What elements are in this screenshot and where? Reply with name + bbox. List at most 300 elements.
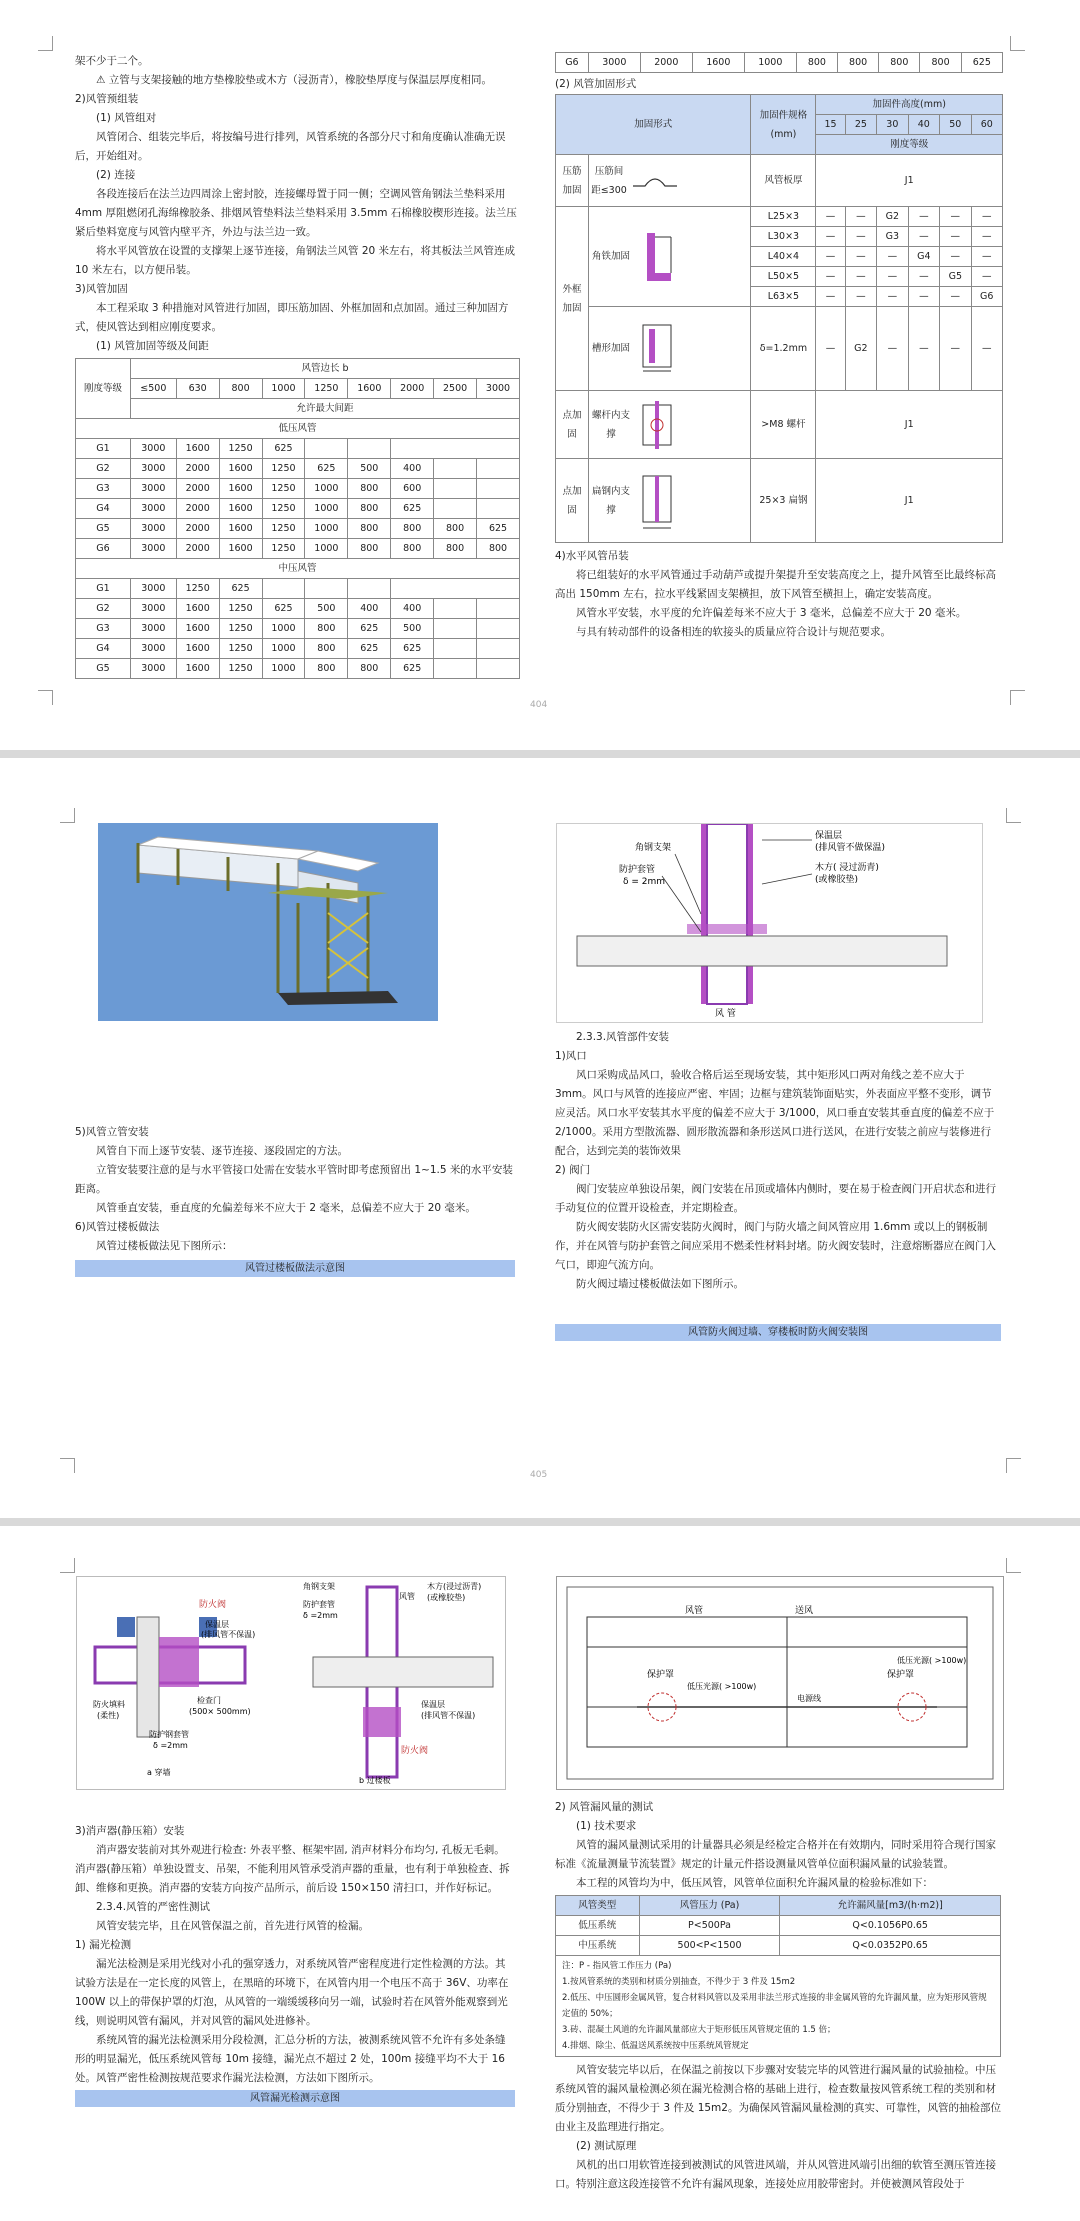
table-row <box>76 539 520 559</box>
label-wood2: (或橡胶垫) <box>815 875 859 885</box>
table-cell: 500 <box>391 619 434 639</box>
table-row <box>76 599 520 619</box>
note: 1.按风管系统的类别和材质分别抽查，不得少于 3 件及 15m2 <box>562 1977 796 1987</box>
table-header: 加固件规格 (mm) <box>751 95 816 155</box>
table-cell: 625 <box>391 639 434 659</box>
table-cell: Q<0.0352P0.65 <box>780 1936 1001 1956</box>
table-cell: 1600 <box>176 639 219 659</box>
table-cell: 1250 <box>219 619 262 639</box>
section-heading: 2)风管预组装 <box>75 93 139 105</box>
duct-3d-render <box>98 823 438 1021</box>
table-cell: G2 <box>845 307 876 391</box>
table-cell: — <box>845 207 876 227</box>
section-heading: 1)风口 <box>555 1050 587 1062</box>
table-cell: G4 <box>76 499 131 519</box>
page-number: 405 <box>530 1470 548 1480</box>
section-heading: 6)风管过楼板做法 <box>75 1221 160 1233</box>
table-header: 800 <box>219 379 262 399</box>
crop-mark <box>1010 690 1025 705</box>
table-cell: G5 <box>76 659 131 679</box>
paragraph: 与具有转动部件的设备相连的软接头的质量应符合设计与规范要求。 <box>576 626 891 638</box>
paragraph: 风管的漏风量测试采用的计量器具必须是经检定合格并在有效期内，同时采用符合现行国家标准《流量测量节流装置》规定的计量元件搭设测量风管单位面积漏风量的试验装置。 <box>555 1839 996 1870</box>
crop-mark <box>1006 1458 1021 1473</box>
rib-icon <box>631 170 679 192</box>
sub-heading: (1) 风管加固等级及间距 <box>96 340 209 352</box>
table-cell: 1600 <box>219 499 262 519</box>
figure-caption-band: 风管防火阀过墙、穿楼板时防火阀安装图 <box>555 1324 1001 1341</box>
fire-damper-diagram <box>77 1577 505 1789</box>
table-cell: 1000 <box>305 479 348 499</box>
channel-diagram <box>633 319 681 379</box>
table-cell: — <box>816 307 845 391</box>
table-cell: 1600 <box>176 599 219 619</box>
page-406 <box>0 1526 1080 2221</box>
table-cell: G1 <box>76 439 131 459</box>
label-fill: 防火填料 <box>93 1700 125 1709</box>
leak-table <box>555 1895 1001 2057</box>
table-cell: J1 <box>816 459 1003 543</box>
table-body-mid <box>76 579 520 679</box>
label-check: 检查门 <box>197 1696 221 1705</box>
table-cell <box>434 459 477 479</box>
table-title: (2) 风管加固形式 <box>555 78 637 90</box>
floor-penetration-diagram <box>557 824 982 1022</box>
table-cell: — <box>971 247 1002 267</box>
crop-mark <box>38 36 53 51</box>
table-cell: 低压系统 <box>556 1916 640 1936</box>
crop-mark <box>1006 808 1021 823</box>
table-cell: G2 <box>76 459 131 479</box>
table-cell: 中压系统 <box>556 1936 640 1956</box>
table-cell: 1000 <box>744 53 796 73</box>
table-header: 风管边长 b <box>131 359 520 379</box>
table-header: 允许漏风量[m3/(h·m2)] <box>780 1896 1001 1916</box>
table-cell: — <box>908 267 939 287</box>
table-cell: 625 <box>305 459 348 479</box>
label-lamp2: 低压光源( >100w) <box>897 1656 967 1665</box>
table-cell: 800 <box>796 53 837 73</box>
table-section: 中压风管 <box>76 559 520 579</box>
paragraph: 架不少于二个。 <box>75 55 149 67</box>
section-heading: 1) 漏光检测 <box>75 1939 132 1951</box>
table-header: 允许最大间距 <box>131 399 520 419</box>
table-cell <box>391 579 520 599</box>
table-header: 加固件高度(mm) <box>816 95 1003 115</box>
table-cell: — <box>908 307 939 391</box>
table-header: 60 <box>971 115 1002 135</box>
table-cell: L50×5 <box>751 267 816 287</box>
table-cell: 1600 <box>219 459 262 479</box>
light-leak-figure <box>556 1576 1004 1790</box>
table-cell: 1600 <box>219 519 262 539</box>
table-cell: — <box>816 267 845 287</box>
label-support: 角钢支架 <box>303 1582 335 1591</box>
table-cell: 800 <box>305 659 348 679</box>
table-cell: 800 <box>305 619 348 639</box>
table-cell: 2000 <box>176 499 219 519</box>
table-cell: 1000 <box>305 519 348 539</box>
table-cell: Q<0.1056P0.65 <box>780 1916 1001 1936</box>
crop-mark <box>1006 1558 1021 1573</box>
table-cell: 螺杆内支撑 <box>589 391 751 459</box>
table-cell <box>434 599 477 619</box>
table-row <box>556 53 1003 73</box>
table-cell: G3 <box>76 619 131 639</box>
table-cell: G6 <box>556 53 589 73</box>
table-cell: 625 <box>219 579 262 599</box>
note: 注：P - 指风管工作压力 (Pa) <box>562 1961 672 1971</box>
table-cell: 800 <box>391 539 434 559</box>
table-cell <box>477 499 520 519</box>
note: 4.排烟、除尘、低温送风系统按中压系统风管规定 <box>562 2041 749 2051</box>
table-cell: 1250 <box>262 539 305 559</box>
table-header: 1000 <box>262 379 305 399</box>
paragraph: 风管垂直安装，垂直度的允偏差每米不应大于 2 毫米，总偏差不应大于 20 毫米。 <box>96 1202 476 1214</box>
table-cell: 外框加固 <box>556 207 589 391</box>
table-cell: 3000 <box>131 659 177 679</box>
table-cell: 500<P<1500 <box>639 1936 780 1956</box>
table-cell <box>477 659 520 679</box>
table-cell: 1250 <box>262 459 305 479</box>
paragraph: 风管自下而上逐节安装、逐节连接、逐段固定的方法。 <box>96 1145 348 1157</box>
table-cell: G1 <box>76 579 131 599</box>
table-cell: — <box>845 267 876 287</box>
table-cell: G5 <box>940 267 971 287</box>
table-cell: P<500Pa <box>639 1916 780 1936</box>
table-header: 15 <box>816 115 845 135</box>
sub-heading: (1) 技术要求 <box>576 1820 637 1832</box>
table-cell: — <box>940 307 971 391</box>
label-support: 角钢支架 <box>635 843 672 853</box>
table-cell: 1000 <box>262 659 305 679</box>
table-cell: 400 <box>391 599 434 619</box>
label-outlet: 送风 <box>795 1606 814 1616</box>
section-heading: 5)风管立管安装 <box>75 1126 149 1138</box>
paragraph: ⚠ 立管与支架接触的地方垫橡胶垫或木方（浸沥青），橡胶垫厚度与保温层厚度相同。 <box>96 74 492 86</box>
table-row <box>76 659 520 679</box>
label-fill2: (柔性) <box>97 1711 120 1720</box>
table-cell: 压筋间距≤300 <box>589 155 751 207</box>
table-header: 刚度等级 <box>76 359 131 419</box>
label-duct: 风管 <box>399 1592 415 1601</box>
label-delta: δ =2mm <box>153 1741 188 1750</box>
table-header: 40 <box>908 115 939 135</box>
paragraph: 阀门安装应单独设吊架，阀门安装在吊顶或墙体内侧时，要在易于检查阀门开启状态和进行手动复位的位置开设检查，并定期检查。 <box>555 1183 996 1214</box>
table-cell <box>477 459 520 479</box>
table-cell <box>477 599 520 619</box>
table-cell: 槽形加固 <box>589 307 751 391</box>
table-cell: 3000 <box>131 459 177 479</box>
label-insul3: 保温层 <box>421 1700 445 1709</box>
table-cell: L40×4 <box>751 247 816 267</box>
label-wire: 电源线 <box>797 1694 821 1703</box>
table-cell: G3 <box>877 227 908 247</box>
table-cell <box>477 619 520 639</box>
sub-heading: (1) 风管组对 <box>96 112 157 124</box>
table-cell: 1000 <box>262 639 305 659</box>
table-cell: 625 <box>391 659 434 679</box>
table-cell: — <box>816 287 845 307</box>
table-section: 低压风管 <box>76 419 520 439</box>
page-404 <box>0 0 1080 750</box>
table-cell <box>262 579 305 599</box>
table-cell: L63×5 <box>751 287 816 307</box>
right-column <box>555 1028 1001 1341</box>
table-cell: — <box>908 227 939 247</box>
table-cell: 800 <box>879 53 920 73</box>
table-cell: 2000 <box>176 479 219 499</box>
table-cell: 1600 <box>176 619 219 639</box>
table-cell: J1 <box>816 155 1003 207</box>
label-duct: 风 管 <box>715 1009 736 1019</box>
paragraph: 风管过楼板做法见下图所示： <box>96 1240 233 1252</box>
crop-mark <box>38 690 53 705</box>
label-cover2: 保护罩 <box>887 1670 915 1680</box>
section-heading: 3)风管加固 <box>75 283 128 295</box>
table-cell <box>434 619 477 639</box>
table-row <box>556 1936 1001 1956</box>
paragraph: 漏光法检测是采用光线对小孔的强穿透力，对系统风管严密程度进行定性检测的方法。其试验方法是在一定长度的风管上，在黑暗的环境下，在风管内用一个电压不高于 36V、功率在 100W 以上的带保护罩的灯泡，从风管的一端缓缓移向另一端，试验时若在风管外能观察到光线，则说明风管有漏风，并对风管的漏风处进修补。 <box>75 1958 509 2027</box>
table-cell: 3000 <box>131 539 177 559</box>
table-cell: 500 <box>348 459 391 479</box>
table-cell: 800 <box>348 519 391 539</box>
table-cell: G6 <box>76 539 131 559</box>
figure-caption-band: 风管过楼板做法示意图 <box>75 1260 515 1277</box>
table-cell: G4 <box>76 639 131 659</box>
table-cell: 1250 <box>176 579 219 599</box>
table-cell: 600 <box>391 479 434 499</box>
angle-iron-diagram <box>633 227 681 287</box>
table-header: 50 <box>940 115 971 135</box>
sub-heading: (2) 连接 <box>96 169 136 181</box>
paragraph: 风口采购成品风口，验收合格后运至现场安装，其中矩形风口两对角线之差不应大于 3mm。风口与风管的连接应严密、牢固；边框与建筑装饰面贴实，外表面应平整不变形，调节应灵活。风口水平安装其水平度的偏差不应大于 3/1000，风口垂直安装其垂直度的偏差不应于 2/1000。采用方型散流器、圆形散流器和条形送风口进行送风，在进行安装之前应与装修进行配合，达到完美的装饰效果 <box>555 1069 995 1157</box>
section-heading: 2.3.3.风管部件安装 <box>576 1031 670 1043</box>
table-cell: 2000 <box>640 53 692 73</box>
section-heading: 3)消声器(静压箱）安装 <box>75 1825 185 1837</box>
table-cell: 2000 <box>176 539 219 559</box>
table-cell: 3000 <box>131 439 177 459</box>
crop-mark <box>60 1458 75 1473</box>
table-cell: 400 <box>348 599 391 619</box>
table-continuation <box>555 52 1003 73</box>
table-row <box>76 479 520 499</box>
table-cell: 1250 <box>262 499 305 519</box>
table-cell: — <box>940 207 971 227</box>
table-cell <box>434 639 477 659</box>
table-cell: 1600 <box>176 659 219 679</box>
paragraph: 风机的出口用软管连接到被测试的风管进风端，并从风管进风端引出细的软管至测压管连接口。特别注意这段连接管不允许有漏风现象，连接处应用胶带密封。并使被测风管段处于 <box>555 2159 996 2190</box>
crop-mark <box>1010 36 1025 51</box>
table-cell: 1600 <box>176 439 219 459</box>
figure-caption-band: 风管漏光检测示意图 <box>75 2090 515 2107</box>
table-cell: 3000 <box>588 53 640 73</box>
table-cell: — <box>845 247 876 267</box>
floor-penetration-figure <box>556 823 983 1023</box>
table-cell: 1000 <box>305 499 348 519</box>
label-delta: δ = 2mm <box>623 877 666 887</box>
table-row <box>76 439 520 459</box>
label-insul2: (排风管不保温) <box>201 1630 256 1639</box>
table-cell: G2 <box>76 599 131 619</box>
paragraph: 风管闭合、组装完毕后，将按编号进行排列，风管系统的各部分尺寸和角度确认准确无误后，开始组对。 <box>75 131 506 162</box>
table-cell: G4 <box>908 247 939 267</box>
table-cell: — <box>816 247 845 267</box>
table-cell: — <box>816 227 845 247</box>
table-cell: >M8 螺杆 <box>751 391 816 459</box>
table-cell: — <box>908 287 939 307</box>
table-cell: 3000 <box>131 639 177 659</box>
table-header: 风管类型 <box>556 1896 640 1916</box>
table-body-low <box>76 439 520 559</box>
table-cell: 800 <box>348 659 391 679</box>
table-cell: 800 <box>920 53 961 73</box>
table-cell: — <box>845 287 876 307</box>
table-cell: — <box>971 227 1002 247</box>
table-cell: 800 <box>348 479 391 499</box>
label-insul2: (排风管不做保温) <box>815 843 886 853</box>
table-cell: 625 <box>477 519 520 539</box>
table-cell: — <box>877 247 908 267</box>
table-header: 风管压力 (Pa) <box>639 1896 780 1916</box>
table-cell: 500 <box>305 599 348 619</box>
table-row <box>76 519 520 539</box>
table-header: 刚度等级 <box>816 135 1003 155</box>
paragraph: 将水平风管放在设置的支撑架上逐节连接，角钢法兰风管 20 米左右，将其板法兰风管连成 10 米左右，以方便吊装。 <box>75 245 516 276</box>
table-cell: 1250 <box>219 439 262 459</box>
table-cell: 25×3 扁钢 <box>751 459 816 543</box>
left-column <box>75 1123 515 1277</box>
table-row <box>76 579 520 599</box>
table-cell: 1250 <box>219 639 262 659</box>
paragraph: 风管水平安装，水平度的允许偏差每米不应大于 3 毫米，总偏差不应大于 20 毫米。 <box>576 607 967 619</box>
table-cell: L30×3 <box>751 227 816 247</box>
table-cell: 2000 <box>176 459 219 479</box>
table-cell: 800 <box>305 639 348 659</box>
table-cell <box>434 499 477 519</box>
table-cell: J1 <box>816 391 1003 459</box>
table-header: 1600 <box>348 379 391 399</box>
label-damper: 防火阀 <box>199 1600 227 1610</box>
reinforcement-table <box>555 94 1003 543</box>
table-cell: 1250 <box>262 479 305 499</box>
crop-mark <box>60 808 75 823</box>
label-insul: 保温层 <box>815 831 843 841</box>
table-cell <box>305 439 348 459</box>
table-cell: 1250 <box>219 599 262 619</box>
table-cell: 点加固 <box>556 459 589 543</box>
table-cell: L25×3 <box>751 207 816 227</box>
note: 3.砖、混凝土风道的允许漏风量部应大于矩形低压风管规定值的 1.5 倍； <box>562 2025 836 2035</box>
table-row <box>76 639 520 659</box>
page-405 <box>0 758 1080 1518</box>
table-cell: 压筋加固 <box>556 155 589 207</box>
label-sleeve: 防护套管 <box>619 865 656 875</box>
label-delta2: δ =2mm <box>303 1611 338 1620</box>
table-cell: 800 <box>348 539 391 559</box>
table-cell: — <box>940 247 971 267</box>
table-cell: 1000 <box>305 539 348 559</box>
table-cell: 角铁加固 <box>589 207 751 307</box>
table-cell: 625 <box>391 499 434 519</box>
flat-steel-diagram <box>633 466 681 536</box>
right-column <box>555 52 1003 642</box>
table-cell: δ=1.2mm <box>751 307 816 391</box>
table-cell: 3000 <box>131 499 177 519</box>
table-cell: G5 <box>76 519 131 539</box>
table-cell: — <box>971 267 1002 287</box>
page-number: 404 <box>530 700 548 710</box>
table-row <box>76 499 520 519</box>
table-header: 2000 <box>391 379 434 399</box>
table-cell: — <box>971 207 1002 227</box>
crop-mark <box>60 1558 75 1573</box>
table-cell: G2 <box>877 207 908 227</box>
table-cell: 800 <box>391 519 434 539</box>
table-cell: 2000 <box>176 519 219 539</box>
table-cell: — <box>877 267 908 287</box>
table-cell: 扁钢内支撑 <box>589 459 751 543</box>
table-cell: 625 <box>348 639 391 659</box>
paragraph: 消声器安装前对其外观进行检查: 外表平整、框架牢固, 消声材料分布均匀, 孔板无毛刺。消声器(静压箱）单独设置支、吊架，不能利用风管承受消声器的重量，也有利于单独检查、拆卸、维修和更换。消声器的安装方向按产品所示，前后设 150×150 清扫口，并作好标记。 <box>75 1844 510 1894</box>
table-cell: — <box>940 287 971 307</box>
table-cell: 800 <box>838 53 879 73</box>
label-sleeve: 防护钢套管 <box>149 1730 189 1739</box>
table-cell <box>348 579 391 599</box>
table-cell: 1000 <box>262 619 305 639</box>
label-check2: (500× 500mm) <box>189 1707 251 1716</box>
label-wood: 木方(浸过沥青) <box>427 1582 482 1591</box>
duct-scaffold-image <box>98 823 438 1021</box>
table-cell: 3000 <box>131 479 177 499</box>
table-cell: 800 <box>477 539 520 559</box>
right-column <box>555 1798 1001 2194</box>
table-cell: 800 <box>348 499 391 519</box>
sub-heading: (2) 测试原理 <box>576 2140 637 2152</box>
table-cell: 800 <box>434 519 477 539</box>
table-header: 30 <box>877 115 908 135</box>
table-header: 25 <box>845 115 876 135</box>
table-cell: 625 <box>348 619 391 639</box>
light-leak-diagram <box>557 1577 1003 1789</box>
table-cell: 3000 <box>131 579 177 599</box>
paragraph: 立管安装要注意的是与水平管接口处需在安装水平管时即考虑预留出 1~1.5 米的水平安装距离。 <box>75 1164 513 1195</box>
table-header: 2500 <box>434 379 477 399</box>
table-cell <box>305 579 348 599</box>
paragraph: 本工程采取 3 种措施对风管进行加固，即压筋加固、外框加固和点加固。通过三种加固方式，使风管达到相应刚度要求。 <box>75 302 509 333</box>
table-cell: — <box>908 207 939 227</box>
table-header: 3000 <box>477 379 520 399</box>
table-cell: 1600 <box>219 479 262 499</box>
table-cell <box>391 439 520 459</box>
table-header: 加固形式 <box>556 95 751 155</box>
table-cell: G3 <box>76 479 131 499</box>
table-cell: 3000 <box>131 619 177 639</box>
table-cell: 1600 <box>692 53 744 73</box>
table-cell: — <box>940 227 971 247</box>
rod-support-diagram <box>633 397 681 453</box>
table-cell <box>434 659 477 679</box>
table-header: ≤500 <box>131 379 177 399</box>
paragraph: 各段连接后在法兰边四周涂上密封胶，连接螺母置于同一侧；空调风管角钢法兰垫料采用 4mm 厚阻燃闭孔海绵橡胶条、排烟风管垫料法兰垫料采用 3.5mm 石棉橡胶楔形连接。法兰压紧后垫料宽度与风管内壁平齐，外边与法兰边一致。 <box>75 188 517 238</box>
table-row <box>76 619 520 639</box>
label-lamp: 低压光源( >100w) <box>687 1682 757 1691</box>
table-cell: — <box>877 287 908 307</box>
section-heading: 2.3.4.风管的严密性测试 <box>96 1901 211 1913</box>
stiffness-table <box>75 358 520 679</box>
table-cell <box>348 439 391 459</box>
table-cell: 625 <box>961 53 1002 73</box>
section-heading: 2) 阀门 <box>555 1164 591 1176</box>
